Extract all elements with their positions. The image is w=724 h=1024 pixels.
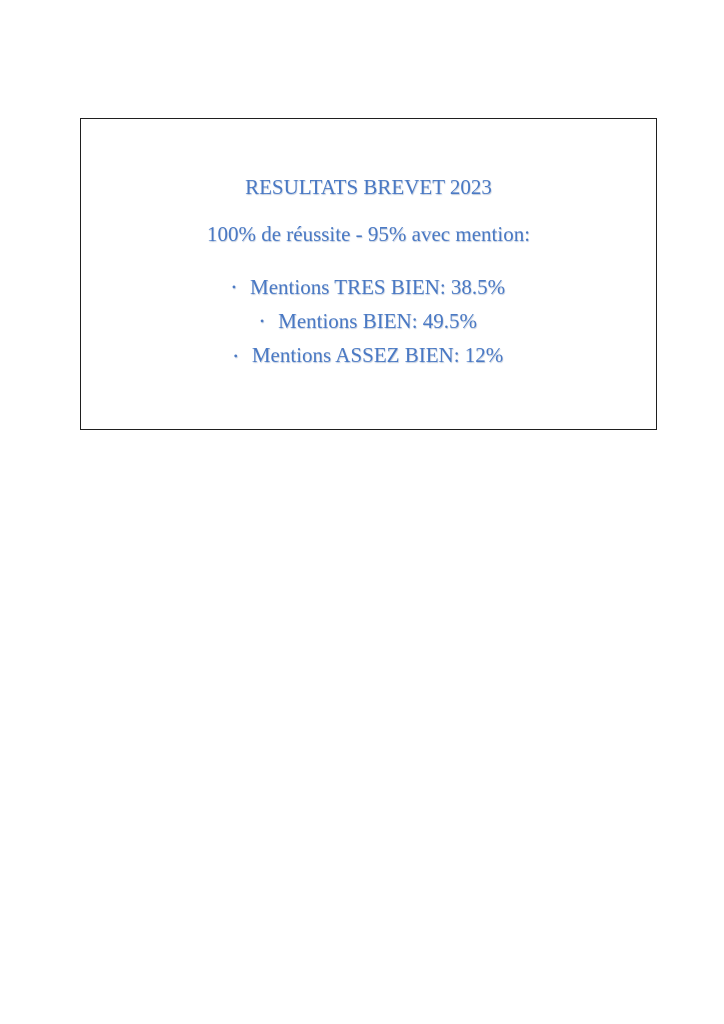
results-title: RESULTATS BREVET 2023 [245,175,492,199]
list-item [81,271,656,305]
list-item [81,305,656,339]
results-box [80,118,657,430]
mentions-list [81,271,656,374]
mention-label: Mentions BIEN: 49.5% [278,309,478,334]
bullet-icon: • [259,314,265,329]
list-item [81,339,656,373]
results-summary: 100% de réussite - 95% avec mention: [206,222,531,246]
bullet-icon: • [231,280,237,295]
mention-label: Mentions TRES BIEN: 38.5% [250,275,506,299]
mention-label: Mentions ASSEZ BIEN: 12% [251,343,504,368]
bullet-icon: • [233,348,238,363]
